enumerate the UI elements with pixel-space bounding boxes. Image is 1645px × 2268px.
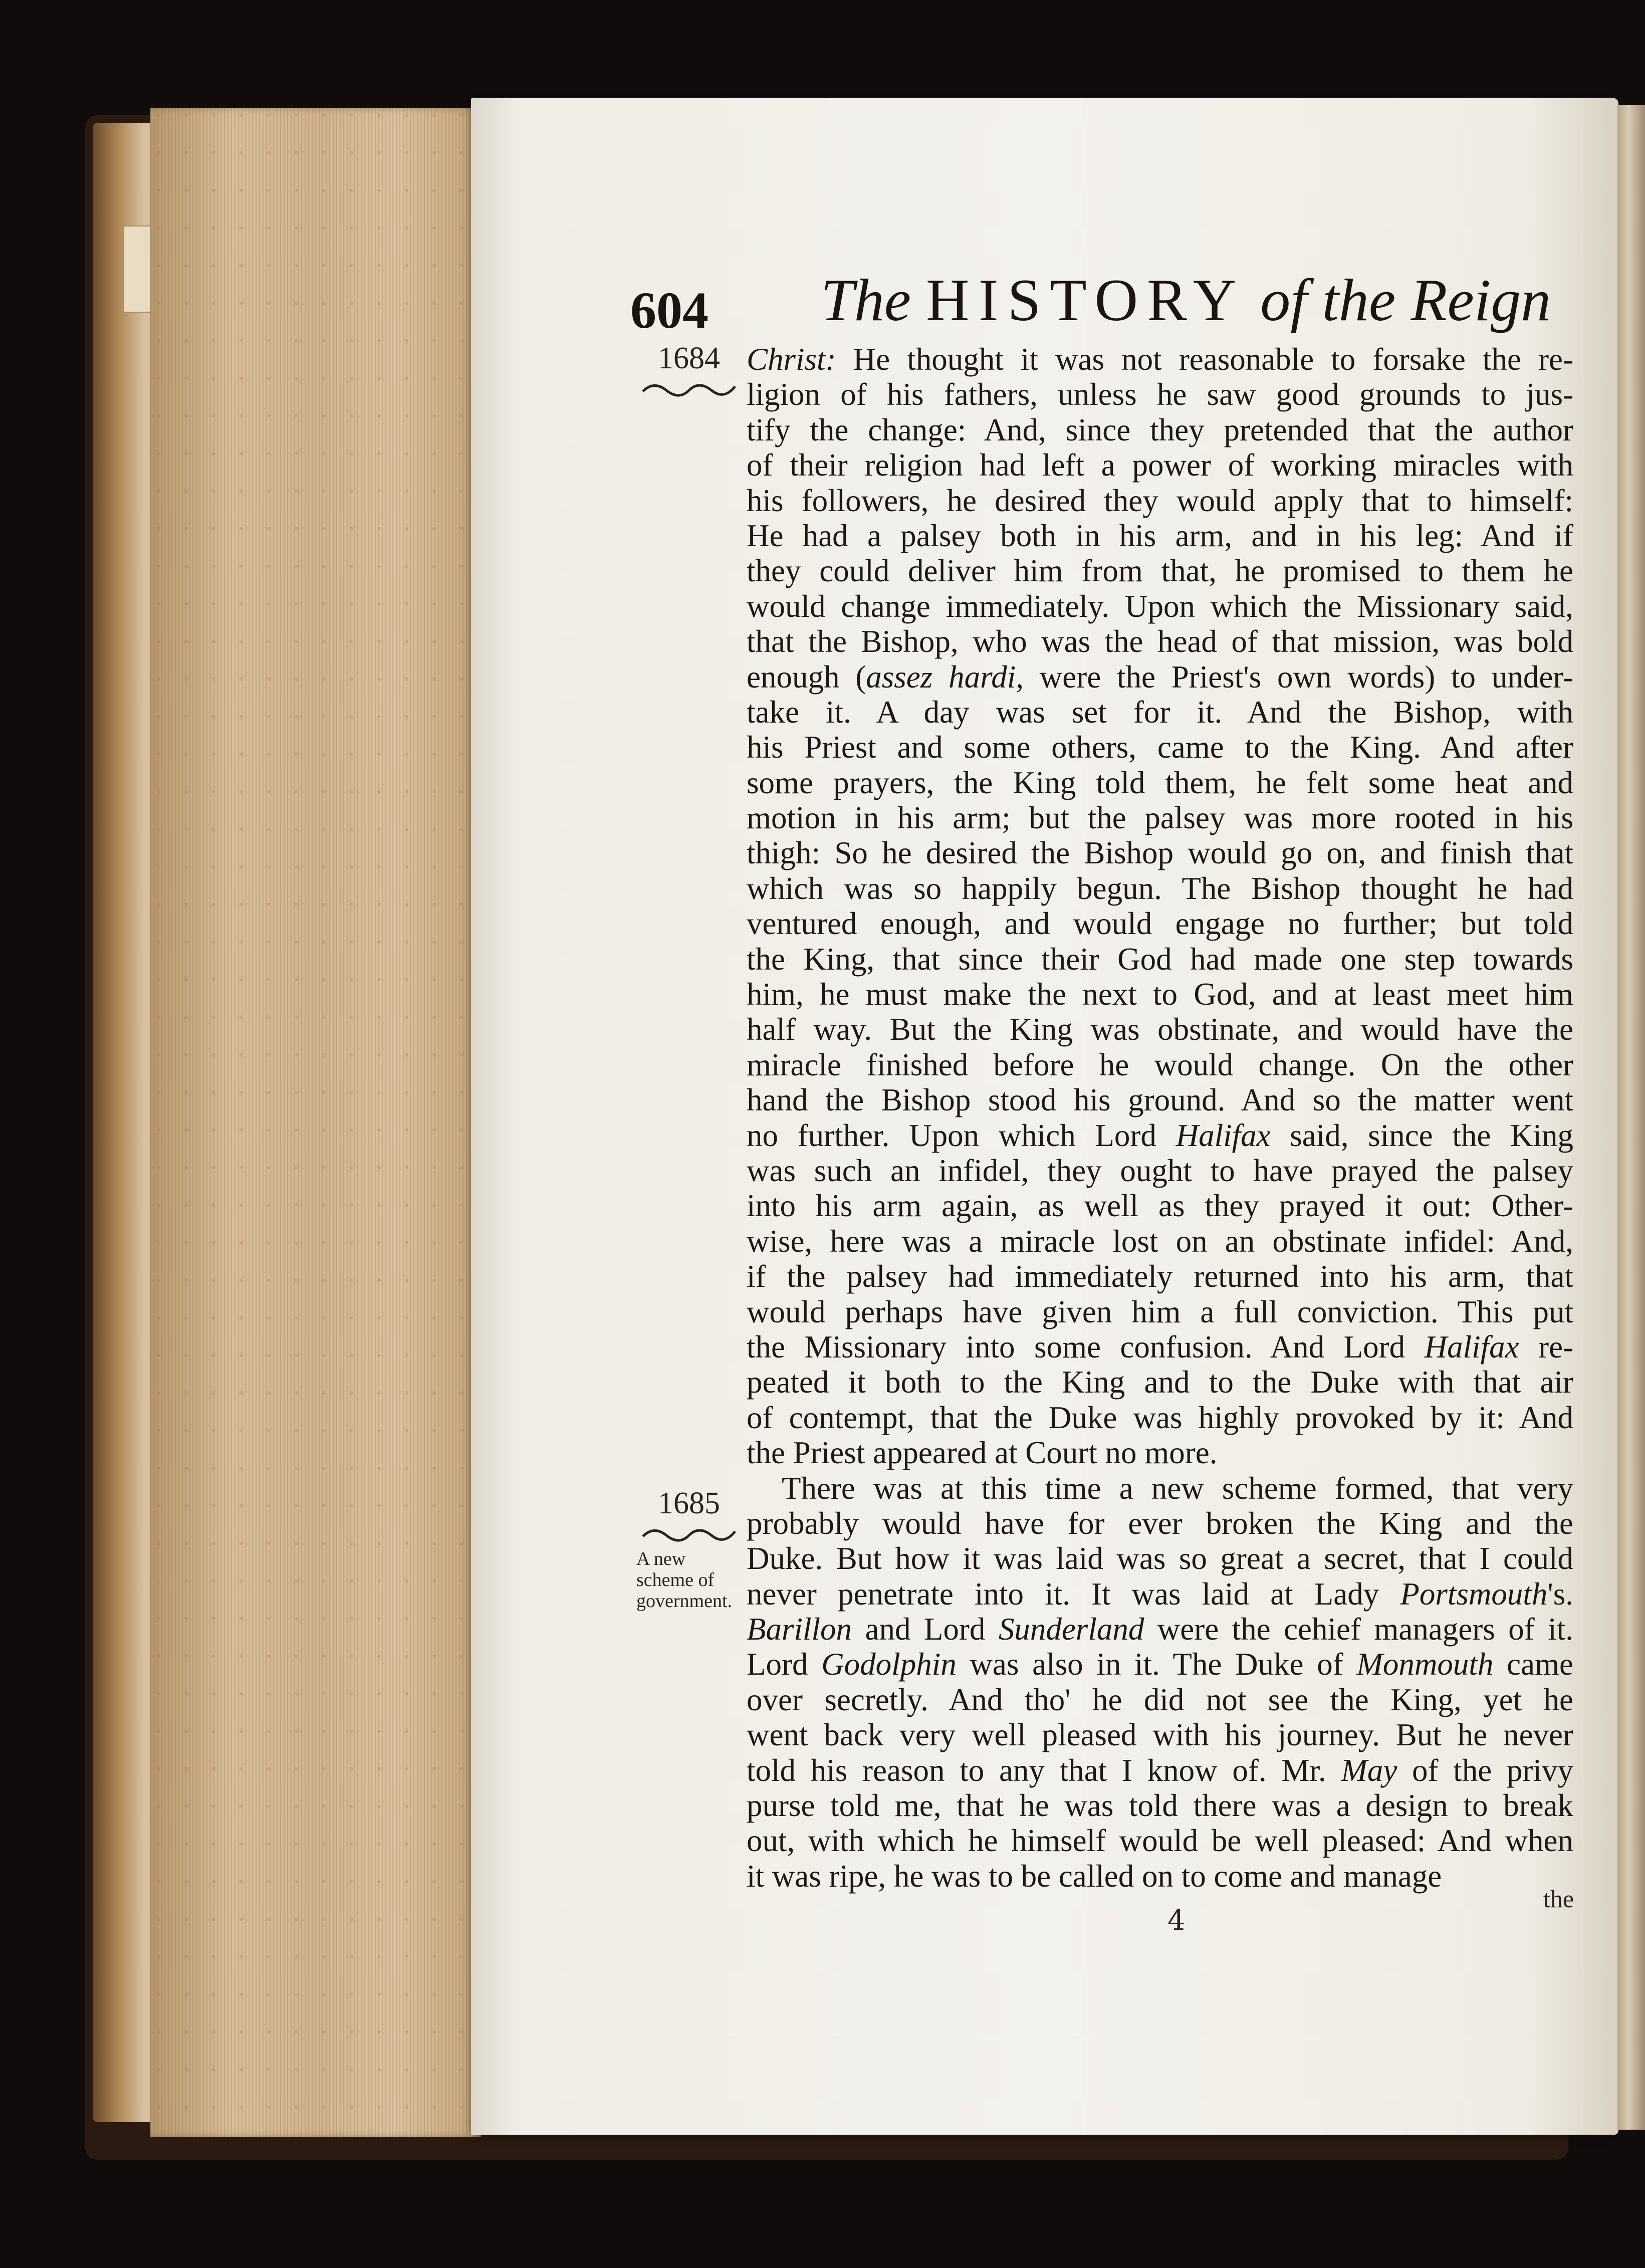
page-number: 604 [630, 282, 709, 339]
text-line: enough (assez hardi, were the Priest's own words) to under- [747, 659, 1573, 695]
text-line: his followers, he desired they would apply that to himself: [747, 483, 1573, 518]
italic-word: Halifax [1424, 1329, 1519, 1365]
text-line: that the Bishop, who was the head of that mission, was bold [747, 624, 1573, 659]
text-line: some prayers, the King told them, he felt some heat and [747, 765, 1573, 800]
title-the: The [821, 267, 926, 333]
text-line: if the palsey had immediately returned into his arm, that [747, 1259, 1573, 1294]
margin-note-line: government. [636, 1591, 733, 1612]
text-line: Christ: He thought it was not reasonable to forsake the re- [747, 342, 1573, 377]
margin-note-line: A new [636, 1548, 686, 1569]
text-line: which was so happily begun. The Bishop thought he had [747, 870, 1573, 906]
text-line: peated it both to the King and to the Duke with that air [747, 1365, 1573, 1400]
text-line: Barillon and Lord Sunderland were the cehief managers of it. [747, 1612, 1573, 1647]
margin-year-1684 [639, 341, 739, 401]
text-line: told his reason to any that I know of. Mr. May of the privy [747, 1752, 1573, 1788]
text-line: would perhaps have given him a full conviction. This put [747, 1294, 1573, 1329]
text-line: the Missionary into some confusion. And Lord Halifax re- [747, 1329, 1573, 1365]
text-line: they could deliver him from that, he promised to them he [747, 553, 1573, 589]
body-text [747, 342, 1573, 1894]
text-line: was such an infidel, they ought to have prayed the palsey [747, 1153, 1573, 1188]
text-line: never penetrate into it. It was laid at Lady Portsmouth's. [747, 1576, 1573, 1612]
italic-word: Sunderland [998, 1612, 1144, 1647]
text-line: out, with which he himself would be well pleased: And when [747, 1823, 1573, 1859]
italic-word: Monmouth [1356, 1647, 1494, 1682]
year-1685: 1685 [658, 1486, 720, 1520]
text-line: would change immediately. Upon which the Missionary said, [747, 588, 1573, 624]
text-line: went back very well pleased with his journey. But he never [747, 1717, 1573, 1753]
title-history: HISTORY [926, 267, 1246, 333]
italic-word: Christ: [747, 342, 836, 377]
page-header [630, 266, 1582, 346]
text-line: take it. A day was set for it. And the Bishop, with [747, 694, 1573, 730]
text-line: into his arm again, as well as they prayed it out: Other- [747, 1188, 1573, 1224]
text-line: He had a palsey both in his arm, and in his leg: And if [747, 518, 1573, 553]
catchword: the [1543, 1885, 1574, 1913]
text-line: miracle finished before he would change. On the other [747, 1047, 1573, 1082]
text-line: half way. But the King was obstinate, and would have the [747, 1012, 1573, 1047]
page-edges [150, 108, 481, 2137]
swash-ornament-icon [639, 1521, 739, 1546]
text-line: ligion of his fathers, unless he saw good grounds to jus- [747, 377, 1573, 412]
margin-note-new-scheme [636, 1548, 757, 1612]
title-of-the-reign: of the Reign [1245, 267, 1551, 333]
italic-word: assez hardi [866, 659, 1016, 695]
year-1684: 1684 [658, 341, 720, 375]
text-line: motion in his arm; but the palsey was more rooted in his [747, 800, 1573, 836]
italic-word: Halifax [1176, 1117, 1271, 1153]
text-line: There was at this time a new scheme formed, that very [782, 1470, 1573, 1506]
running-title [821, 266, 1551, 335]
text-line: him, he must make the next to God, and at least meet him [747, 977, 1573, 1012]
text-line: purse told me, that he was told there was a design to break [747, 1788, 1573, 1824]
text-line: the Priest appeared at Court no more. [747, 1435, 1218, 1471]
italic-word: Godolphin [821, 1647, 957, 1682]
text-line: Lord Godolphin was also in it. The Duke of Monmouth came [747, 1647, 1573, 1682]
right-page-edge [1617, 105, 1645, 2130]
text-line: tify the change: And, since they pretended that the author [747, 412, 1573, 447]
text-line: of contempt, that the Duke was highly provoked by it: And [747, 1400, 1573, 1435]
signature-mark: 4 [1167, 1904, 1186, 1937]
text-line: no further. Upon which Lord Halifax said, since the King [747, 1117, 1573, 1153]
swash-ornament-icon [639, 376, 739, 401]
italic-word: May [1341, 1752, 1397, 1788]
text-line: wise, here was a miracle lost on an obstinate infidel: And, [747, 1223, 1573, 1259]
text-line: it was ripe, he was to be called on to come and manage [747, 1858, 1442, 1894]
italic-word: Barillon [747, 1612, 852, 1647]
text-line: thigh: So he desired the Bishop would go on, and finish that [747, 835, 1573, 871]
text-line: his Priest and some others, came to the King. And after [747, 730, 1573, 765]
text-line: Duke. But how it was laid was so great a secret, that I could [747, 1541, 1573, 1576]
text-line: of their religion had left a power of working miracles with [747, 447, 1573, 483]
text-line: hand the Bishop stood his ground. And so the matter went [747, 1082, 1573, 1118]
italic-word: Portsmouth [1400, 1576, 1548, 1612]
margin-note-line: scheme of [636, 1569, 715, 1591]
text-line: over secretly. And tho' he did not see the King, yet he [747, 1682, 1573, 1717]
text-line: probably would have for ever broken the King and the [747, 1505, 1573, 1541]
margin-year-1685 [639, 1486, 739, 1546]
text-line: ventured enough, and would engage no further; but told [747, 906, 1573, 942]
text-line: the King, that since their God had made one step towards [747, 941, 1573, 977]
